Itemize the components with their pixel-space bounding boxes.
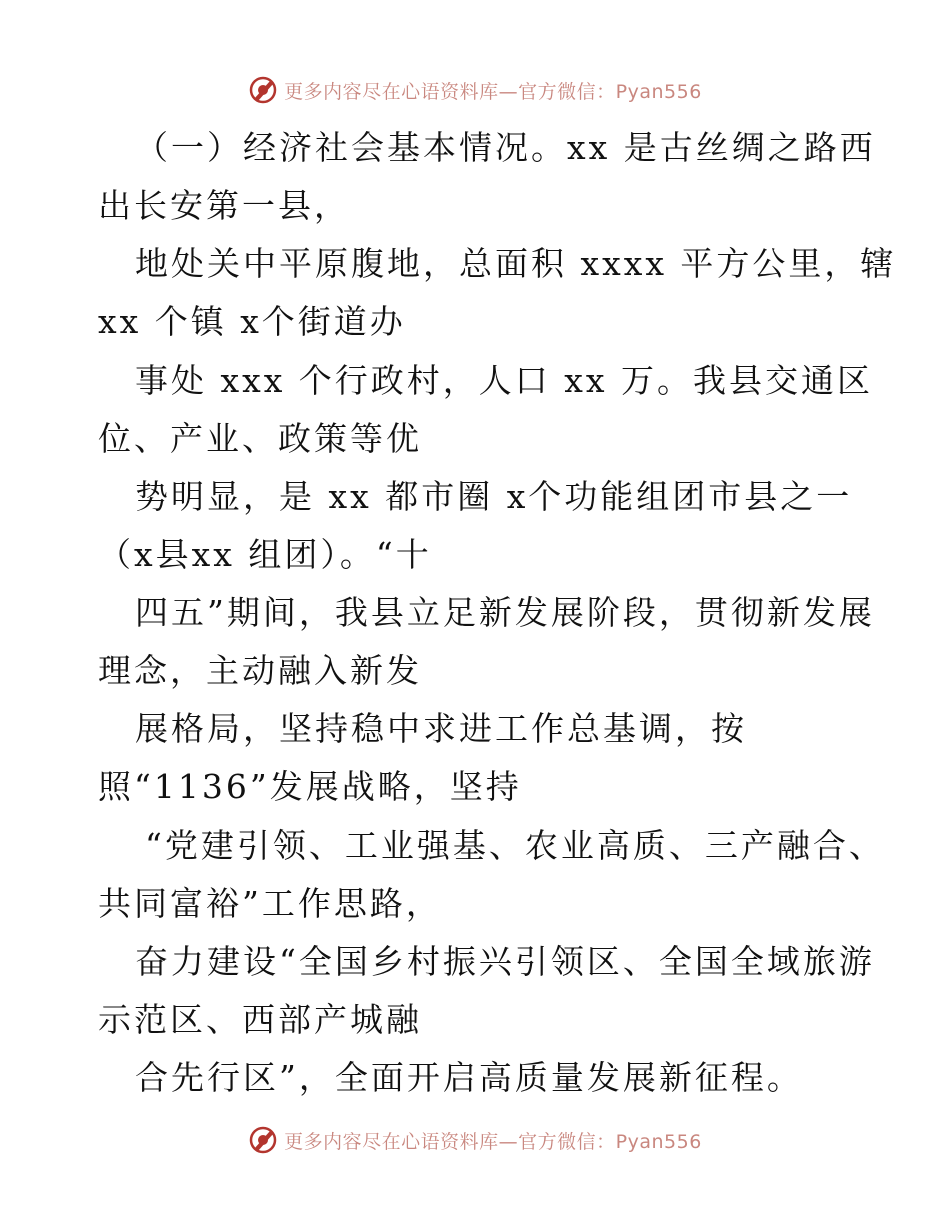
paragraph-line: 位、产业、政策等优 (98, 419, 422, 458)
paragraph-line: 理念，主动融入新发 (98, 651, 422, 690)
paragraph-line: 共同富裕”工作思路， (98, 884, 442, 923)
paragraph-line: 地处关中平原腹地，总面积 xxxx 平方公里，辖 (135, 244, 897, 283)
footer-watermark (0, 1120, 950, 1160)
paragraph-line: 合先行区”，全面开启高质量发展新征程。 (135, 1058, 803, 1097)
quill-logo-icon (248, 1125, 278, 1155)
paragraph-line: xx 个镇 x个街道办 (98, 302, 406, 341)
paragraph-line: 奋力建设“全国乡村振兴引领区、全国全域旅游 (135, 942, 875, 981)
paragraph-line: 四五”期间，我县立足新发展阶段，贯彻新发展 (135, 593, 875, 632)
paragraph-line: 事处 xxx 个行政村，人口 xx 万。我县交通区 (135, 361, 874, 400)
paragraph-line: 照“1136”发展战略，坚持 (98, 767, 522, 806)
paragraph-line: （一）经济社会基本情况。xx 是古丝绸之路西 (135, 128, 876, 167)
watermark-text: 更多内容尽在心语资料库—官方微信：Pyan556 (284, 1130, 702, 1153)
paragraph-line: 示范区、西部产城融 (98, 1000, 422, 1039)
watermark-text: 更多内容尽在心语资料库—官方微信：Pyan556 (284, 80, 702, 103)
paragraph-line: （x县xx 组团）。“十 (98, 535, 432, 574)
paragraph-line: “党建引领、工业强基、农业高质、三产融合、 (145, 826, 885, 865)
paragraph-line: 势明显，是 xx 都市圈 x个功能组团市县之一 (135, 477, 853, 516)
paragraph-line: 出长安第一县， (98, 186, 350, 225)
paragraph-line: 展格局，坚持稳中求进工作总基调，按 (135, 709, 747, 748)
